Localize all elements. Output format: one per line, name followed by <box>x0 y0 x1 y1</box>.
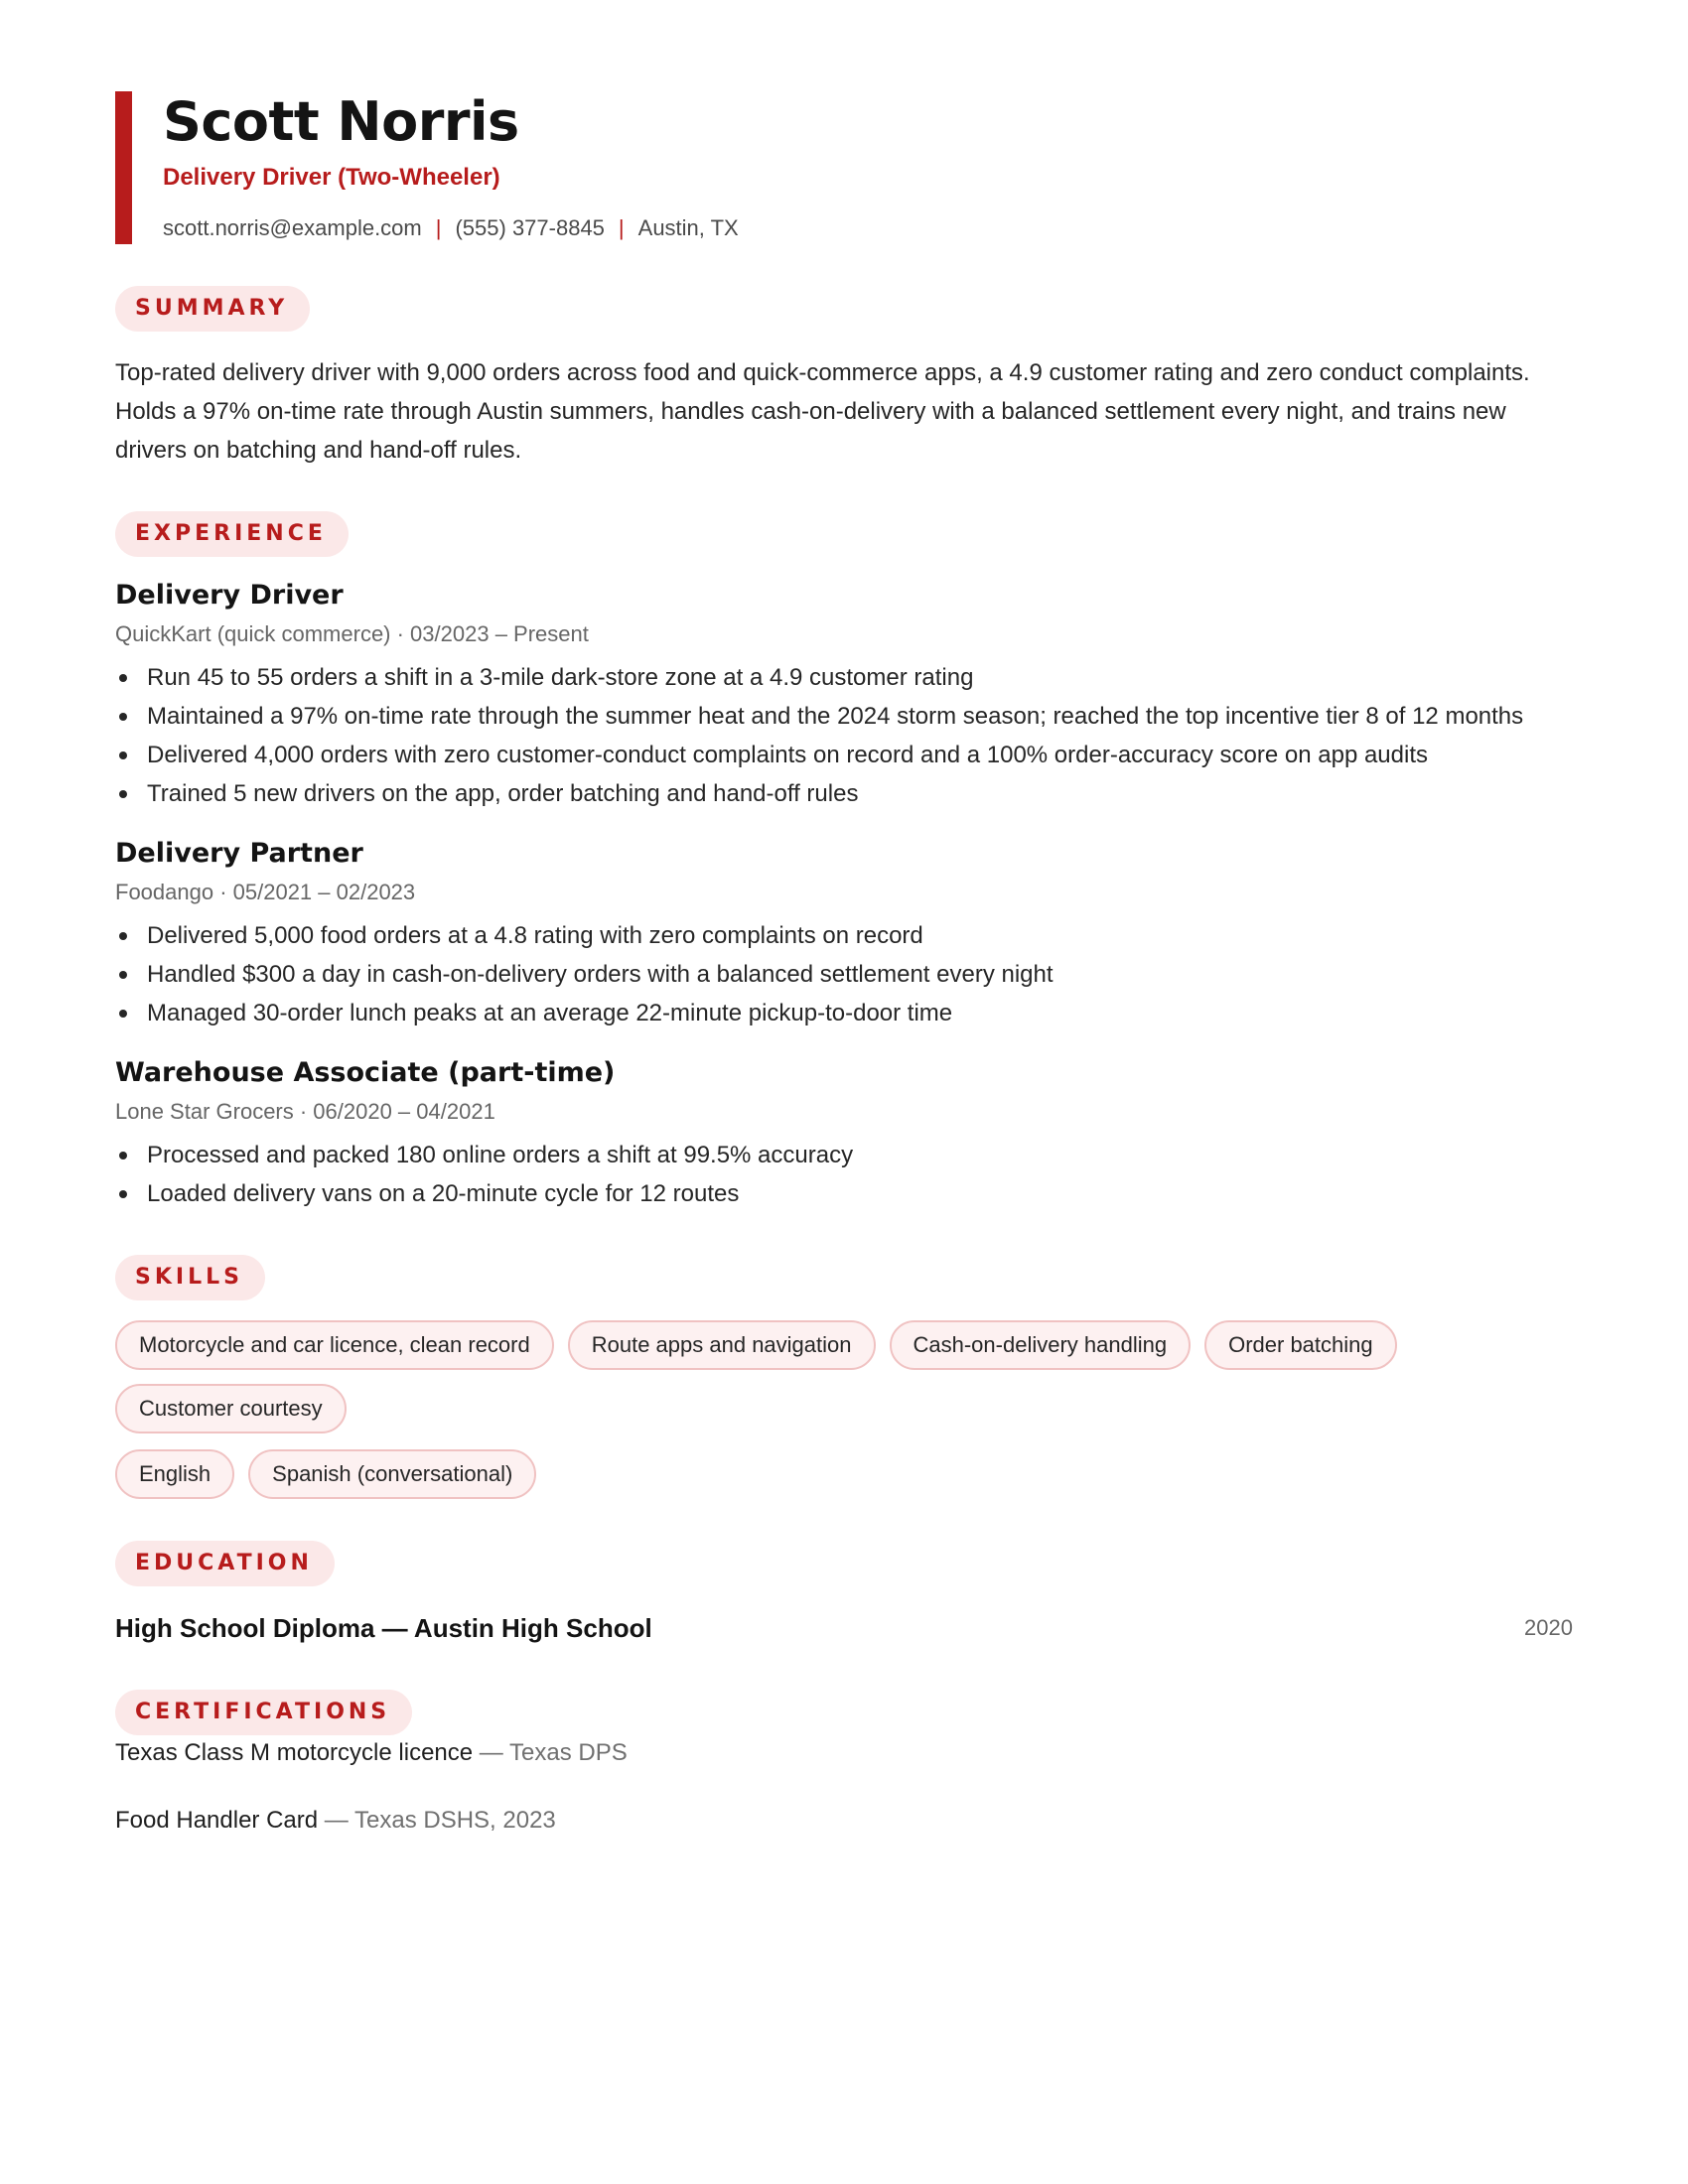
contact-phone: (555) 377-8845 <box>455 215 605 240</box>
certification-name: Texas Class M motorcycle licence <box>115 1739 474 1766</box>
education-entry <box>115 1608 1573 1648</box>
contact-line <box>163 214 1573 242</box>
bullet-text: Delivered 5,000 food orders at a 4.8 rating with zero complaints on record <box>147 922 923 949</box>
bullet-item <box>115 1136 1573 1174</box>
certification-entry <box>115 1735 1573 1771</box>
bullet-text: Handled $300 a day in cash-on-delivery orders with a balanced settlement every night <box>147 961 1054 988</box>
job-bullets <box>115 916 1573 1032</box>
section-title-summary: SUMMARY <box>115 286 310 332</box>
skill-chip: Route apps and navigation <box>568 1320 876 1370</box>
job-entry <box>115 837 1573 1032</box>
job-title: Delivery Partner <box>115 838 363 869</box>
resume-page <box>115 91 1573 1839</box>
job-meta: Foodango · 05/2021 – 02/2023 <box>115 880 416 904</box>
contact-location: Austin, TX <box>637 215 739 240</box>
resume-header <box>115 91 1573 244</box>
experience-section <box>115 511 1573 1213</box>
education-section <box>115 1541 1573 1648</box>
bullet-dot-icon <box>119 1152 127 1160</box>
bullet-item <box>115 1174 1573 1213</box>
education-degree: High School Diploma — Austin High School <box>115 1613 652 1643</box>
certifications-section <box>115 1690 1573 1839</box>
bullet-text: Delivered 4,000 orders with zero customer-conduct complaints on record and a 100% order-accuracy score on app audits <box>147 742 1428 768</box>
job-entry <box>115 579 1573 813</box>
job-meta: Lone Star Grocers · 06/2020 – 04/2021 <box>115 1099 495 1124</box>
certification-entry <box>115 1803 1573 1839</box>
certification-issuer: — Texas DSHS, 2023 <box>318 1807 556 1834</box>
bullet-dot-icon <box>119 1190 127 1198</box>
bullet-dot-icon <box>119 1010 127 1018</box>
job-title: Warehouse Associate (part-time) <box>115 1057 616 1088</box>
contact-separator: | <box>618 215 625 240</box>
candidate-role: Delivery Driver (Two-Wheeler) <box>163 164 500 191</box>
language-chip: English <box>115 1449 234 1499</box>
job-title: Delivery Driver <box>115 580 344 611</box>
bullet-dot-icon <box>119 790 127 798</box>
skill-chip: Customer courtesy <box>115 1384 347 1433</box>
bullet-dot-icon <box>119 971 127 979</box>
job-bullets <box>115 1136 1573 1213</box>
bullet-item <box>115 774 1573 813</box>
candidate-name: Scott Norris <box>163 90 519 153</box>
section-title-education: EDUCATION <box>115 1541 335 1586</box>
bullet-item <box>115 994 1573 1032</box>
bullet-text: Processed and packed 180 online orders a shift at 99.5% accuracy <box>147 1142 854 1168</box>
section-title-skills: SKILLS <box>115 1255 265 1300</box>
bullet-text: Maintained a 97% on-time rate through the summer heat and the 2024 storm season; reached the top incentive tier 8 of 12 months <box>147 703 1524 730</box>
contact-email: scott.norris@example.com <box>163 215 422 240</box>
section-title-certifications: CERTIFICATIONS <box>115 1690 412 1735</box>
bullet-dot-icon <box>119 932 127 940</box>
summary-section <box>115 286 1573 470</box>
skill-chips <box>115 1320 1545 1433</box>
job-entry <box>115 1056 1573 1213</box>
bullet-item <box>115 916 1573 955</box>
skill-chip: Motorcycle and car licence, clean record <box>115 1320 554 1370</box>
contact-separator: | <box>435 215 442 240</box>
language-chip: Spanish (conversational) <box>248 1449 536 1499</box>
bullet-dot-icon <box>119 674 127 682</box>
education-year: 2020 <box>1524 1615 1573 1640</box>
skill-chip: Cash-on-delivery handling <box>890 1320 1192 1370</box>
bullet-item <box>115 955 1573 994</box>
bullet-text: Managed 30-order lunch peaks at an average 22-minute pickup-to-door time <box>147 1000 953 1026</box>
certification-name: Food Handler Card <box>115 1807 319 1834</box>
bullet-text: Loaded delivery vans on a 20-minute cycle for 12 routes <box>147 1180 740 1207</box>
bullet-text: Trained 5 new drivers on the app, order batching and hand-off rules <box>147 780 859 807</box>
section-title-experience: EXPERIENCE <box>115 511 349 557</box>
bullet-item <box>115 736 1573 774</box>
bullet-item <box>115 658 1573 697</box>
job-bullets <box>115 658 1573 813</box>
bullet-item <box>115 697 1573 736</box>
skills-section <box>115 1255 1573 1499</box>
bullet-text: Run 45 to 55 orders a shift in a 3-mile dark-store zone at a 4.9 customer rating <box>147 664 974 691</box>
job-meta: QuickKart (quick commerce) · 03/2023 – Present <box>115 621 589 646</box>
bullet-dot-icon <box>119 751 127 759</box>
certification-issuer: — Texas DPS <box>473 1739 628 1766</box>
summary-text: Top-rated delivery driver with 9,000 orders across food and quick-commerce apps, a 4.9 customer rating and zero conduct complaints. Holds a 97% on-time rate through Austin summers, handles cash-on-delivery with a balanced settlement every night, and trains new drivers on batching and hand-off rules. <box>115 359 1530 464</box>
accent-bar <box>115 91 132 244</box>
skill-chip: Order batching <box>1204 1320 1397 1370</box>
bullet-dot-icon <box>119 713 127 721</box>
language-chips <box>115 1449 1545 1499</box>
